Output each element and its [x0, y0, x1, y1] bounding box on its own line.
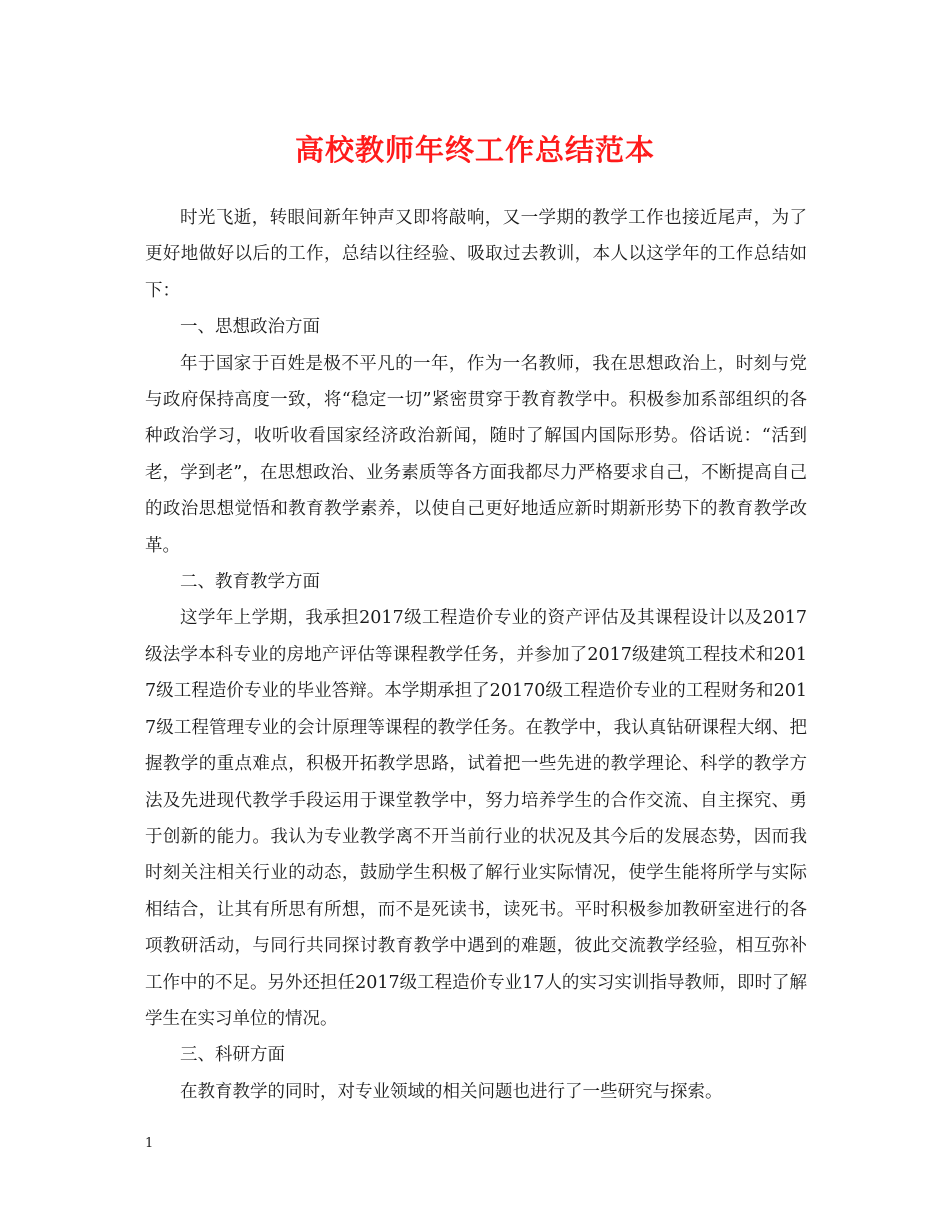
section-heading-teaching: 二、教育教学方面 — [180, 572, 320, 593]
section-heading-research: 三、科研方面 — [180, 1045, 285, 1066]
document-title: 高校教师年终工作总结范本 — [294, 133, 655, 167]
document-body — [145, 200, 807, 1110]
teaching-paragraph: 这学年上学期，我承担2017级工程造价专业的资产评估及其课程设计以及2017级法学本科专业的房地产评估等课程教学任务，并参加了2017级建筑工程技术和2017级工程造价专业的毕业答辩。本学期承担了20170级工程造价专业的工程财务和2017级工程管理专业的会计原理等课程的教学任务。在教学中，我认真钻研课程大纲、把握教学的重点难点，积极开拓教学思路，试着把一些先进的教学理论、科学的教学方法及先进现代教学手段运用于课堂教学中，努力培养学生的合作交流、自主探究、勇于创新的能力。我认为专业教学离不开当前行业的状况及其今后的发展态势，因而我时刻关注相关行业的动态，鼓励学生积极了解行业实际情况，使学生能将所学与实际相结合，让其有所思有所想，而不是死读书，读死书。平时积极参加教研室进行的各项教研活动，与同行共同探讨教育教学中遇到的难题，彼此交流教学经验，相互弥补工作中的不足。另外还担任2017级工程造价专业17人的实习实训指导教师，即时了解学生在实习单位的情况。 — [145, 608, 807, 1029]
intro-paragraph: 时光飞逝，转眼间新年钟声又即将敲响，又一学期的教学工作也接近尾声，为了更好地做好以后的工作，总结以往经验、吸取过去教训，本人以这学年的工作总结如下： — [145, 208, 807, 301]
politics-paragraph: 年于国家于百姓是极不平凡的一年，作为一名教师，我在思想政治上，时刻与党与政府保持高度一致，将“稳定一切”紧密贯穿于教育教学中。积极参加系部组织的各种政治学习，收听收看国家经济政治新闻，随时了解国内国际形势。俗话说：“活到老，学到老”，在思想政治、业务素质等各方面我都尽力严格要求自己，不断提高自己的政治思想觉悟和教育教学素养，以使自己更好地适应新时期新形势下的教育教学改革。 — [145, 353, 807, 556]
section-heading-politics: 一、思想政治方面 — [180, 317, 320, 338]
research-paragraph: 在教育教学的同时，对专业领域的相关问题也进行了一些研究与探索。 — [180, 1081, 723, 1102]
page-number: 1 — [145, 1136, 154, 1151]
